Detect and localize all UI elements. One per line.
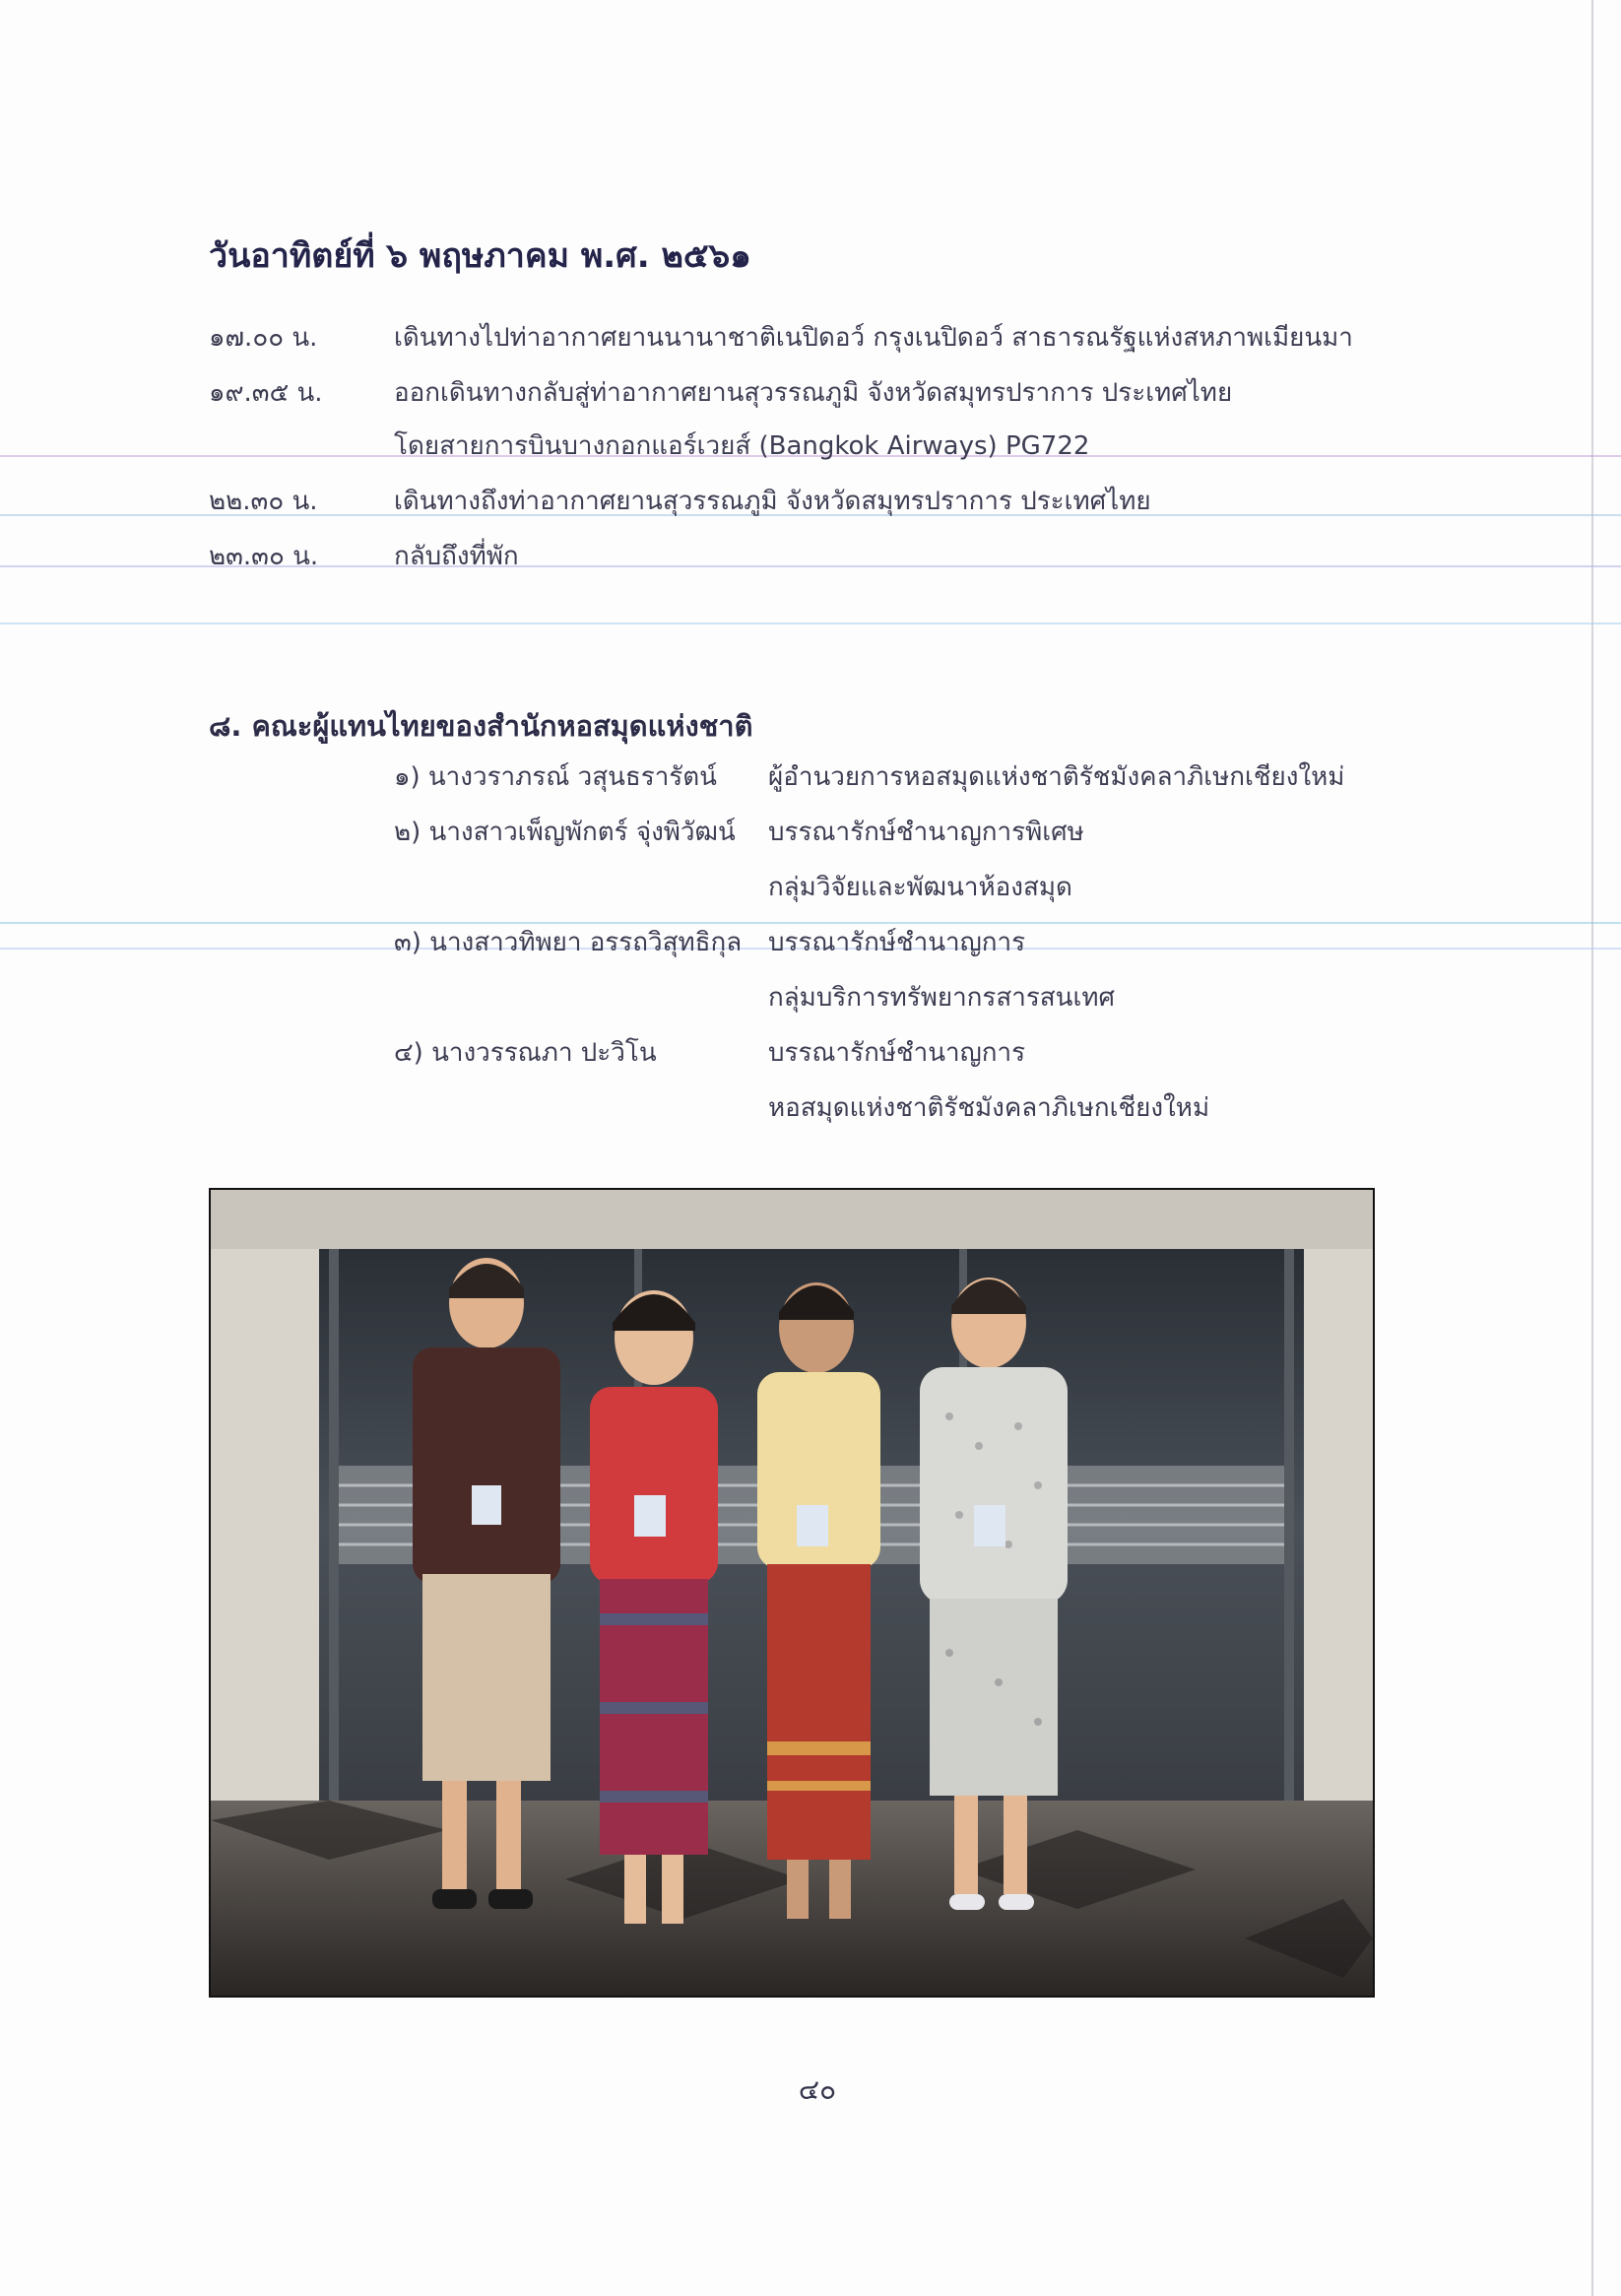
member-name: ๓) นางสาวทิพยา อรรถวิสุทธิกุล	[394, 928, 743, 957]
member-role: บรรณารักษ์ชำนาญการ	[768, 1038, 1026, 1068]
schedule-text: ออกเดินทางกลับสู่ท่าอากาศยานสุวรรณภูมิ จังหวัดสมุทรปราการ ประเทศไทย	[394, 378, 1233, 408]
page-number: ๔๐	[798, 2073, 837, 2106]
page-edge	[1591, 0, 1593, 2296]
schedule-time: ๑๙.๓๕ น.	[209, 378, 323, 408]
member-role: กลุ่มวิจัยและพัฒนาห้องสมุด	[768, 873, 1072, 902]
schedule-text: เดินทางไปท่าอากาศยานนานาชาติเนปิดอว์ กรุงเนปิดอว์ สาธารณรัฐแห่งสหภาพเมียนมา	[394, 323, 1353, 353]
schedule-text: เดินทางถึงท่าอากาศยานสุวรรณภูมิ จังหวัดสมุทรปราการ ประเทศไทย	[394, 487, 1151, 516]
member-role: หอสมุดแห่งชาติรัชมังคลาภิเษกเชียงใหม่	[768, 1093, 1210, 1123]
member-role: บรรณารักษ์ชำนาญการ	[768, 928, 1026, 957]
member-role: กลุ่มบริการทรัพยากรสารสนเทศ	[768, 983, 1115, 1013]
member-name: ๔) นางวรรณภา ปะวิโน	[394, 1038, 657, 1068]
day-heading: วันอาทิตย์ที่ ๖ พฤษภาคม พ.ศ. ๒๕๖๑	[209, 236, 751, 276]
schedule-text: โดยสายการบินบางกอกแอร์เวยส์ (Bangkok Airways) PG722	[394, 431, 1090, 461]
schedule-time: ๒๒.๓๐ น.	[209, 487, 318, 516]
scan-artifact-line	[0, 623, 1621, 624]
member-name: ๒) นางสาวเพ็ญพักตร์ จุ่งพิวัฒน์	[394, 818, 736, 847]
member-name: ๑) นางวราภรณ์ วสุนธรารัตน์	[394, 762, 717, 792]
schedule-time: ๒๓.๓๐ น.	[209, 542, 319, 571]
member-role: ผู้อำนวยการหอสมุดแห่งชาติรัชมังคลาภิเษกเชียงใหม่	[768, 762, 1345, 792]
section-title: ๘. คณะผู้แทนไทยของสำนักหอสมุดแห่งชาติ	[209, 709, 753, 743]
member-role: บรรณารักษ์ชำนาญการพิเศษ	[768, 818, 1084, 847]
schedule-text: กลับถึงที่พัก	[394, 542, 519, 571]
schedule-time: ๑๗.๐๐ น.	[209, 323, 318, 353]
group-photo	[209, 1188, 1375, 1998]
